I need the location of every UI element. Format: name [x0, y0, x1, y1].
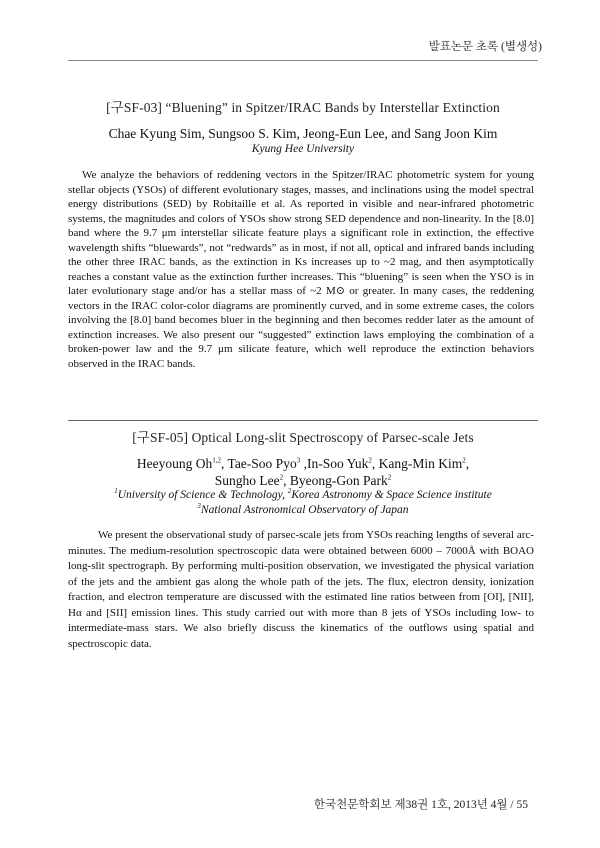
paper2-title: [구SF-05] Optical Long-slit Spectroscopy of Parsec-scale Jets [132, 430, 474, 445]
paper1-abstract: We analyze the behaviors of reddening vectors in the Spitzer/IRAC photometric system for young stellar objects (YSOs) of different evolutionary stages, masses, and inclinations using the model spectral energy distributions (SED) by Robitaille et al. As reported in visible and near-infrared photometric systems, the magnitudes and colors of YSOs show strong SED dependence and non-linearity. In the [8.0] band where the 9.7 μm interstellar silicate feature plays a significant role in extinction, the effective wavelength shifts “bluewards”, not “redwards” as in most, if not all, optical and infrared bands including the other three IRAC bands, as the extinction in Ks increases up to ~2 mag, and then asymptotically reaches a constant value as the extinction further increases. This “bluening” is seen when the YSO is in later evolutionary stage and/or has a stellar mass of ~2 M⊙ or greater. In many cases, the reddening vectors in the IRAC color-color diagrams are prominently curved, and in some extreme cases, the colors involving the [8.0] band becomes bluer in the beginning and then becomes redder later as the amount of extinction increases. We also present our “suggested” extinction laws employing the combination of a broken-power law and the 9.7 μm silicate feature, which well reproduce the extinction behaviors observed in the IRAC bands. [68, 169, 534, 370]
affil-sup: 2 [287, 487, 292, 496]
author-sep: , [300, 456, 307, 471]
author-sup: 3 [296, 456, 301, 465]
author-sep: , [221, 456, 228, 471]
paper2-authors-line2 [68, 473, 538, 489]
page-footer: 한국천문학회보 제38권 1호, 2013년 4월 / 55 [313, 799, 528, 811]
header-rule [68, 60, 538, 61]
author-name: Kang-Min Kim [378, 456, 463, 471]
affil-text: University of Science & Technology, [117, 489, 288, 501]
author-sup: 2 [368, 456, 372, 465]
affil-text: National Astronomical Observatory of Japan [200, 504, 409, 516]
author-name: In-Soo Yuk [306, 456, 369, 471]
paper1-affiliation: Kyung Hee University [251, 143, 355, 155]
paper2-authors-line1 [68, 456, 538, 472]
author-sep: , [283, 473, 290, 488]
author-name: Sungho Lee [214, 473, 280, 488]
paper1-authors: Chae Kyung Sim, Sungsoo S. Kim, Jeong-Eun Lee, and Sang Joon Kim [108, 126, 498, 141]
affil-sup: 3 [197, 502, 201, 511]
affil-text: Korea Astronomy & Space Science institute [291, 489, 492, 501]
affil-sup: 1 [114, 487, 118, 496]
author-sup: 2 [279, 473, 284, 482]
author-sup: 1,2 [212, 456, 221, 465]
author-name: Tae-Soo Pyo [227, 456, 297, 471]
author-sep: , [371, 456, 379, 471]
section-divider [68, 420, 538, 421]
running-header: 발표논문 초록 (별생성) [428, 41, 542, 53]
author-name: Heeyoung Oh [136, 456, 213, 471]
author-sep: , [465, 456, 470, 471]
paper2-abstract: We present the observational study of parsec-scale jets from YSOs reaching lengths of several arc-minutes. The medium-resolution spectroscopic data were obtained between 6000 – 7000Å with BOAO long-slit spectrograph. By performing multi-position observation, we investigated the physical variation of the jets and the ambient gas along the whole path of the jets. The flux, electron density, ionization fraction, and electron temperature are discussed with the estimated line ratios between from [OI], [NII], Hα and [SII] emission lines. This study carried out with more than 8 jets of YSOs including low- to intermediate-mass stars. We also briefly discuss the kinematics of the outflows using spatial and spectroscopic data. [68, 529, 534, 650]
author-name: Byeong-Gon Park [289, 473, 388, 488]
author-sup: 2 [462, 456, 466, 465]
paper2-affiliation-line2 [68, 504, 538, 516]
author-sup: 2 [387, 473, 392, 482]
paper2-affiliation-line1 [68, 489, 538, 501]
paper1-title: [구SF-03] “Bluening” in Spitzer/IRAC Bands by Interstellar Extinction [106, 100, 500, 115]
